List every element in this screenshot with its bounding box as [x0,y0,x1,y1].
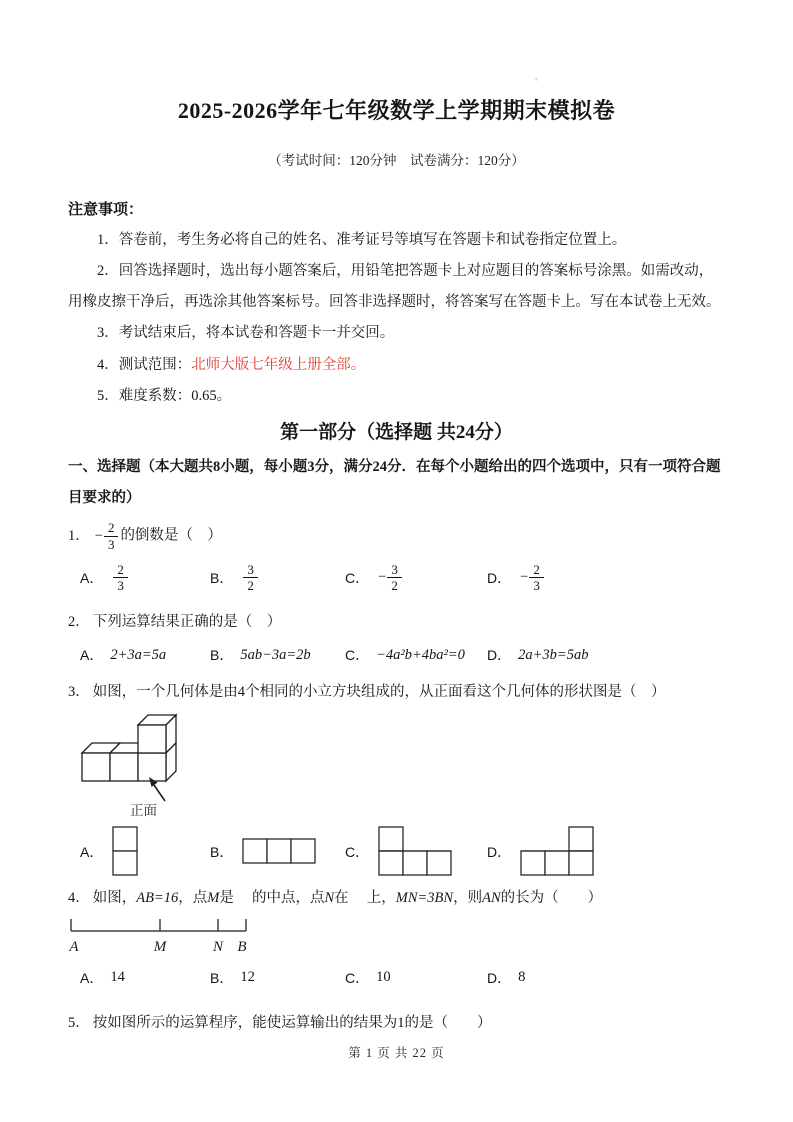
question-4-stem: 4． 如图，AB=16，点M是 的中点，点N在 上，MN=3BN，则AN的长为（ ） [68,890,603,907]
option-c: C． [345,826,487,877]
page-footer: 第 1 页 共 22 页 [348,1046,445,1060]
scan-speck: + [534,75,539,84]
option-c: C． −4a²b+4ba²=0 [345,646,465,664]
option-c: C． − $\frac{3}{2}$ [345,562,487,594]
option-a: A． $\frac{2}{3}$ [80,562,210,594]
point-n-label: N [212,939,224,956]
front-face-label: 正面 [130,803,157,819]
exam-subtitle: （考试时间：120分钟 试卷满分：120分） [268,152,525,168]
note-item-2: 2．回答选择题时，选出每小题答案后，用铅笔把答题卡上对应题目的答案标号涂黑。如需改动，用橡皮擦干净后，再选涂其他答案标号。回答非选择题时，将答案写在答题卡上。写在本试卷上无效。 [68,262,721,311]
option-d: D． − $\frac{2}{3}$ [487,562,725,594]
note-item-4-scope-highlight: 北师大版七年级上册全部。 [191,356,366,373]
question-3-stem: 3． 如图，一个几何体是由4个相同的小立方块组成的，从正面看这个几何体的形状图是（ ） [68,684,666,701]
shape-a-two-stacked-squares [112,826,139,877]
question-1-number: 1． [68,527,90,544]
point-m-label: M [153,939,167,956]
notes-heading: 注意事项： [68,201,144,218]
question-2-number: 2． [68,613,90,630]
option-a: A． 2+3a=5a [80,646,167,664]
option-a: A． [80,826,210,877]
note-item-1: 1．答卷前，考生务必将自己的姓名、准考证号等填写在答题卡和试卷指定位置上。 [97,231,627,248]
shape-c-row-with-square-top-left [378,826,453,877]
question-2-options [68,640,725,671]
option-d: D． 8 [487,969,526,986]
option-b: B． 12 [210,969,255,986]
question-5-stem: 5． 按如图所示的运算程序，能使运算输出的结果为1的是（ ） [68,1014,492,1031]
note-item-4-prefix: 4．测试范围： [97,356,192,373]
option-d: D． [487,826,725,877]
question-4-number: 4． [68,890,90,907]
note-item-4 [68,350,725,381]
option-b: B． $\frac{3}{2}$ [210,562,345,594]
segment-diagram [68,916,254,960]
note-item-5: 5．难度系数：0.65。 [97,387,232,404]
question-2-stem: 2． 下列运算结果正确的是（ ） [68,613,282,630]
section-1-heading: 第一部分（选择题 共24分） [280,421,513,443]
point-b-label: B [237,939,247,956]
question-3-options [68,826,725,877]
question-4-options [68,962,725,993]
option-c: C． 10 [345,969,391,986]
question-5-number: 5． [68,1014,90,1031]
question-3-number: 3． [68,684,90,701]
shape-d-row-with-square-top-right [520,826,595,877]
point-a-label: A [69,939,79,956]
fraction-neg-two-thirds: − $\frac{2}{3}$ [95,520,119,552]
question-1-stem: 1． − $\frac{2}{3}$ 的倒数是（ ） [68,520,222,553]
option-a: A． 14 [80,969,125,986]
shape-b-three-squares-row [242,838,317,865]
option-b: B． [210,826,345,877]
option-d: D． 2a+3b=5ab [487,646,589,664]
page-title: 2025-2026学年七年级数学上学期期末模拟卷 [177,98,616,123]
cube-solid-figure [70,708,260,822]
note-item-3: 3．考试结束后，将本试卷和答题卡一并交回。 [97,325,395,342]
section-1-instructions: 一、选择题（本大题共8小题，每小题3分，满分24分．在每个小题给出的四个选项中，只有一项符合题目要求的） [68,459,721,507]
question-1-options [68,555,725,601]
option-b: B． 5ab−3a=2b [210,646,311,664]
